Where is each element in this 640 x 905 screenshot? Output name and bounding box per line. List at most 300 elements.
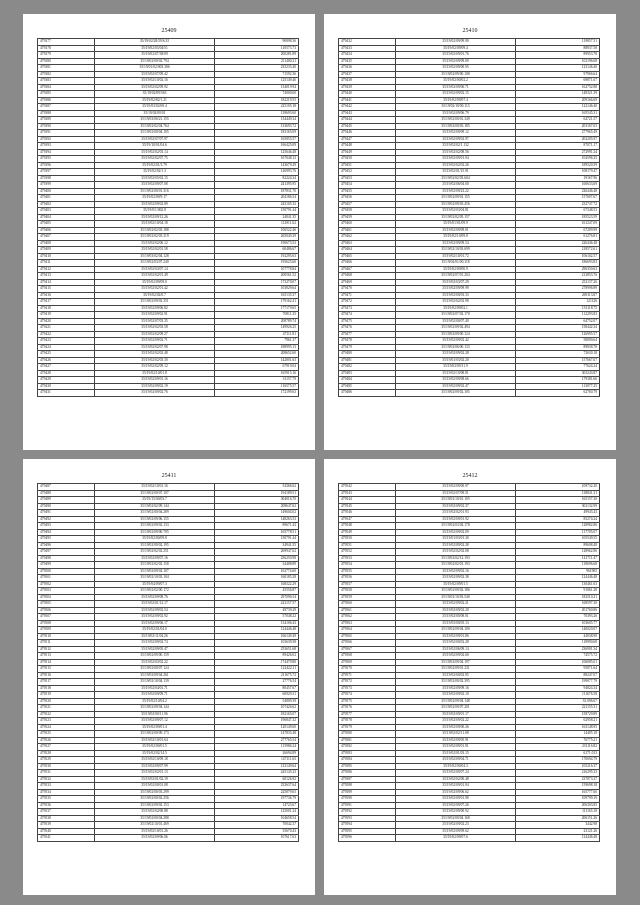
area-value-cell: 69871.67 [516,78,600,85]
parcel-id-cell: 479553 [339,555,396,562]
table-row [339,835,600,842]
parcel-id-cell: 479555 [339,568,396,575]
cadastral-number-cell: 35/19/02/09/06.82 [95,305,215,312]
cadastral-number-cell: 35/19/02/09/01.16 [95,377,215,384]
area-value-cell: 206303.85 [516,802,600,809]
parcel-id-cell: 479593 [339,815,396,822]
cadastral-number-cell: 35/19/02/01/3.79 [95,162,215,169]
cadastral-number-cell: 35/19/02/09/04.144 [95,705,215,712]
parcel-id-cell: 479421 [38,325,95,332]
cadastral-number-cell: 35/19/02/09/04.148 [396,698,516,705]
parcel-id-cell: 479425 [38,351,95,358]
cadastral-number-cell: 35/19/02/00/04.289 [95,510,215,517]
parcel-id-cell: 479429 [38,377,95,384]
cadastral-number-cell: 35/19/02/09/02.1 [396,305,516,312]
area-value-cell: 122422.11 [215,666,299,673]
parcel-id-cell: 479418 [38,305,95,312]
area-value-cell: 201760.86 [516,607,600,614]
area-value-cell: 134449.34 [215,117,299,124]
cadastral-number-cell: 35/19/02/06/00.133 [396,344,516,351]
area-value-cell: 111676.58 [516,692,600,699]
parcel-id-cell: 479463 [339,240,396,247]
area-value-cell: 112293.83 [516,312,600,319]
parcel-id-cell: 479412 [38,266,95,273]
cadastral-number-cell: 35/19/02/03/04.178 [396,523,516,530]
cadastral-number-cell: 35/19/02/07/01.204 [396,273,516,280]
parcel-id-cell: 479506 [38,607,95,614]
parcel-id-cell: 479565 [339,633,396,640]
parcel-id-cell: 479480 [339,351,396,358]
cadastral-number-cell: 35/19/02/09/02.60 [396,653,516,660]
area-value-cell: 278996.89 [516,286,600,293]
parcel-id-cell: 479576 [339,705,396,712]
area-value-cell: 188995.13 [215,344,299,351]
cadastral-number-cell: 35/19/02/09/02.74 [95,640,215,647]
area-value-cell: 130461.63 [516,581,600,588]
cadastral-number-cell: 35/19/02/00/07.40 [396,318,516,325]
area-value-cell: 103829.64 [215,286,299,293]
area-value-cell: 106085.01 [516,659,600,666]
parcel-id-cell: 479402 [38,201,95,208]
parcel-id-cell: 479444 [339,117,396,124]
cadastral-number-cell: 35/19/02/09/07.12 [95,718,215,725]
page-number: 25412 [462,473,478,479]
area-value-cell: 167048.13 [215,156,299,163]
cadastral-number-cell: 35/19/02/02/0.7 [95,292,215,299]
area-value-cell: 226446.48 [516,188,600,195]
area-value-cell: 119857.51 [516,39,600,46]
area-value-cell: 107617.63 [215,835,299,842]
area-value-cell: 33.096.67 [516,698,600,705]
parcel-id-cell: 479568 [339,653,396,660]
ledger-page [324,459,616,895]
parcel-id-cell: 479448 [339,143,396,150]
cadastral-number-cell: 35/19/02/00/01.08 [95,783,215,790]
cadastral-number-cell: 35/19/02/10/01.16 [95,484,215,491]
parcel-id-cell: 479482 [339,364,396,371]
area-value-cell: 277965.49 [516,130,600,137]
area-value-cell: 197736.79 [215,796,299,803]
parcel-id-cell: 479458 [339,208,396,215]
parcel-id-cell: 479591 [339,802,396,809]
cadastral-number-cell: 35/19/02/02/09.12 [95,364,215,371]
cadastral-number-cell: 35/19/02/09/02.15 [396,91,516,98]
area-value-cell: 6171.013 [516,750,600,757]
parcel-id-cell: 479536 [38,802,95,809]
parcel-id-cell: 479454 [339,182,396,189]
area-value-cell: 49943.43 [516,510,600,517]
parcel-id-cell: 479583 [339,750,396,757]
table-row [38,390,299,397]
area-value-cell: 277765.54 [215,737,299,744]
cadastral-number-cell: 35/19/02/07/38/09 [95,52,215,59]
area-value-cell: 269113.87 [516,292,600,299]
parcel-id-cell: 479586 [339,770,396,777]
parcel-id-cell: 479452 [339,169,396,176]
parcel-id-cell: 479510 [38,633,95,640]
area-value-cell: 89953.78 [516,52,600,59]
cadastral-number-cell: 35/19/02/03/04.81 [396,208,516,215]
ledger-page [324,14,616,450]
area-value-cell: 195625.60 [215,260,299,267]
cadastral-number-cell: 35/19/02/02/01.193 [396,562,516,569]
parcel-id-cell: 479524 [38,724,95,731]
area-value-cell: 106102.57 [516,253,600,260]
area-value-cell: 272991.24 [516,149,600,156]
cadastral-number-cell: 35/19/02/09/01.231 [396,666,516,673]
page-number: 25411 [161,473,177,479]
cadastral-number-cell: 35/19/02/10/03.540 [396,594,516,601]
parcel-id-cell: 479596 [339,835,396,842]
area-value-cell: 54366.62 [215,484,299,491]
area-value-cell: 182165.07 [215,711,299,718]
parcel-id-cell: 479435 [339,58,396,65]
area-value-cell: 60929.31 [215,692,299,699]
area-value-cell: 108179.47 [516,169,600,176]
page-number: 25410 [462,28,478,34]
parcel-id-cell: 479414 [38,279,95,286]
cadastral-number-cell: 35/19/02/00/02.794 [95,58,215,65]
area-value-cell: 161247.09 [516,221,600,228]
area-value-cell: 149604.02 [215,510,299,517]
cadastral-number-cell: 35/19/02/09/01.5 [396,581,516,588]
cadastral-number-cell: 35/19/0/1/002.8 [95,208,215,215]
cadastral-number-cell: 35/19/02/00/01.5 [95,744,215,751]
area-value-cell: 153118.75 [516,305,600,312]
parcel-id-cell: 479469 [339,279,396,286]
cadastral-number-cell: 35/19/02/09/00.97 [396,484,516,491]
area-value-cell: 105216.37 [516,763,600,770]
parcel-id-cell: 479403 [38,208,95,215]
area-value-cell: 157697.67 [516,195,600,202]
parcel-id-cell: 479499 [38,562,95,569]
area-value-cell: 233637.64 [215,783,299,790]
cadastral-number-cell: 35/19/02/00/03.299 [95,789,215,796]
parcel-id-cell: 479432 [339,39,396,46]
area-value-cell: 166149.49 [215,633,299,640]
area-value-cell: 200561.52 [215,273,299,280]
cadastral-number-cell: 35/19/02/02/12.193 [396,555,516,562]
area-value-cell: 67348.53 [516,208,600,215]
parcel-id-cell: 479415 [38,286,95,293]
cadastral-number-cell: 35/19/02/09/02.09 [396,529,516,536]
cadastral-number-cell: 35/19/02/09/09.4 [396,45,516,52]
parcel-id-cell: 479535 [38,796,95,803]
parcel-id-cell: 479489 [38,497,95,504]
cadastral-number-cell: 35/19/02/09/9.17 [95,195,215,202]
cadastral-number-cell: 35/19/02/10/03.104 [95,575,215,582]
area-value-cell: 158729.89 [516,711,600,718]
area-value-cell: 204186.54 [215,195,299,202]
parcel-id-cell: 479378 [38,45,95,52]
area-value-cell: 125646.48 [215,149,299,156]
parcel-id-cell: 479590 [339,796,396,803]
parcel-id-cell: 479559 [339,594,396,601]
parcel-id-cell: 479399 [38,182,95,189]
ledger-page [23,459,315,895]
cadastral-number-cell: 35/19/02/05/02.15 [95,175,215,182]
parcel-id-cell: 479519 [38,692,95,699]
cadastral-number-cell: 35/19/02/09/01.92 [396,516,516,523]
parcel-id-cell: 479563 [339,620,396,627]
area-value-cell: 297096.54 [215,594,299,601]
area-value-cell: 208789.74 [215,318,299,325]
parcel-id-cell: 479443 [339,110,396,117]
parcel-id-cell: 479516 [38,672,95,679]
cadastral-number-cell: 35/19/02/09/02.133 [95,523,215,530]
parcel-id-cell: 479550 [339,536,396,543]
cadastral-number-cell: 35/19/02/09/12.26 [95,214,215,221]
area-value-cell: 124446.48 [516,835,600,842]
area-value-cell: 80457.67 [215,685,299,692]
area-value-cell: 211400.21 [215,58,299,65]
cadastral-number-cell: 35/19/02/00/03.185 [396,123,516,130]
area-value-cell: 45556.87 [215,588,299,595]
area-value-cell: 31157.79 [215,377,299,384]
area-value-cell: 163148.95 [516,724,600,731]
cadastral-number-cell: 35/19/02/07/03.35 [95,318,215,325]
cadastral-number-cell: 35/19/02/82/1.21 [95,97,215,104]
parcel-id-cell: 479540 [38,828,95,835]
cadastral-number-cell: 35/19/02/09/06.155 [95,516,215,523]
cadastral-number-cell: 35/19/02/09/01.94 [396,156,516,163]
area-value-cell: 236901.34 [516,646,600,653]
parcel-id-cell: 479377 [38,39,95,46]
parcel-id-cell: 479445 [339,123,396,130]
parcel-id-cell: 479529 [38,757,95,764]
cadastral-number-cell: 35/19/02/09/02.23 [396,822,516,829]
cadastral-number-cell: 35/19/02/00/11.96 [95,711,215,718]
cadastral-number-cell: 35/19/02/09/02.28 [396,542,516,549]
area-value-cell: 141711.47 [516,555,600,562]
cadastral-number-cell: 35/19/02/00/03.33 [396,292,516,299]
parcel-id-cell: 479567 [339,646,396,653]
parcel-id-cell: 479543 [339,490,396,497]
area-value-cell: 104658.54 [215,815,299,822]
parcel-id-cell: 479581 [339,737,396,744]
parcel-id-cell: 479461 [339,227,396,234]
parcel-id-cell: 479587 [339,776,396,783]
cadastral-number-cell: 35/19/02/04/01.71 [95,685,215,692]
cadastral-number-cell: 35/19/02/00/01.349 [396,117,516,124]
parcel-id-cell: 479413 [38,273,95,280]
cadastral-number-cell: 35/19/02/09/02.186 [396,588,516,595]
cadastral-number-cell: 35/19/03/02/04.128 [95,253,215,260]
area-value-cell: 190673.53 [215,240,299,247]
area-value-cell: 179381.66 [516,377,600,384]
cadastral-number-cell: 35/19/02/09/02.92 [95,614,215,621]
cadastral-number-cell: 35/19/02/02/03.30 [95,357,215,364]
cadastral-number-cell: 35/19/02/09/05.47 [95,646,215,653]
parcel-id-cell: 479582 [339,744,396,751]
area-value-cell: 216295.33 [516,770,600,777]
cadastral-number-cell: 35/19/02/09/01.76 [396,52,516,59]
parcel-id-cell: 479562 [339,614,396,621]
cadastral-number-cell: 35/19/03/02/69.4 [95,104,215,111]
cadastral-number-cell: 35/19/02/02/02.26 [396,162,516,169]
parcel-id-cell: 479447 [339,136,396,143]
parcel-id-cell: 479549 [339,529,396,536]
parcel-id-cell: 479505 [38,601,95,608]
area-value-cell: 70393.26 [516,614,600,621]
area-value-cell: 47111.81 [215,331,299,338]
cadastral-number-cell: 35/19/02/00/04.168 [396,815,516,822]
cadastral-number-cell: 35/19/02/09/02.47 [396,383,516,390]
area-value-cell: 235235.40 [215,65,299,72]
cadastral-number-cell: 35/19/02/09/02.54 [95,607,215,614]
cadastral-number-cell: 35/19/15/00/03.7 [95,497,215,504]
area-value-cell: 206151.26 [516,815,600,822]
parcel-id-cell: 479584 [339,757,396,764]
parcel-id-cell: 479474 [339,312,396,319]
cadastral-number-cell: 35/19/02/02/01.58 [95,247,215,254]
area-value-cell: 109799.19 [516,796,600,803]
area-value-cell: 49739.29 [215,607,299,614]
area-value-cell: 194189.51 [215,490,299,497]
parcel-id-cell: 479449 [339,149,396,156]
cadastral-number-cell: 35/19/02/09/07.24 [396,770,516,777]
area-value-cell: 138841.31 [516,490,600,497]
area-value-cell: 200281.89 [215,52,299,59]
cadastral-number-cell: 35/19/02/02/03.188 [95,227,215,234]
cadastral-number-cell: 35/19/02/00/07.107 [95,490,215,497]
area-value-cell: 225105.18 [215,104,299,111]
parcel-id-cell: 479485 [339,383,396,390]
area-value-cell: 124446.48 [516,575,600,582]
ledger-page [23,14,315,450]
cadastral-number-cell: 35/19/02/09/06.71 [396,84,516,91]
area-value-cell: 134106.43 [215,620,299,627]
parcel-id-cell: 479405 [38,221,95,228]
area-value-cell: 122146.40 [516,104,600,111]
cadastral-number-cell: 35/19/02/02/09.27 [95,331,215,338]
cadastral-number-cell: 35/19/02/02/01.93 [396,510,516,517]
area-value-cell: 165545.31 [516,110,600,117]
area-value-cell: 302132.99 [516,503,600,510]
area-value-cell: 77624.24 [516,364,600,371]
parcel-id-cell: 479528 [38,750,95,757]
area-value-cell: 961905 [516,568,600,575]
area-value-cell: 107778.84 [215,266,299,273]
parcel-id-cell: 479551 [339,542,396,549]
parcel-id-cell: 479427 [38,364,95,371]
parcel-id-cell: 479488 [38,490,95,497]
cadastral-number-cell: 35/19/02/07/02.170 [396,312,516,319]
cadastral-number-cell: 35/19/02/10/01.72 [396,253,516,260]
parcel-id-cell: 479520 [38,698,95,705]
cadastral-number-cell: 35/19/02/00/02.95 [396,672,516,679]
parcel-id-cell: 479394 [38,149,95,156]
area-value-cell: 102196.68 [516,58,600,65]
ledger-table [338,483,600,842]
parcel-id-cell: 479575 [339,698,396,705]
parcel-id-cell: 479501 [38,575,95,582]
cadastral-number-cell: 35/19/02/06/04.00 [396,182,516,189]
area-value-cell: 70811.25 [215,312,299,319]
cadastral-number-cell: 35/19/02/09/01.86 [396,633,516,640]
cadastral-number-cell: 35/19/02/02/01.49 [95,273,215,280]
area-value-cell: 140020.07 [516,627,600,634]
area-value-cell: 118990.68 [516,640,600,647]
cadastral-number-cell: 35/19/02/09/06.06 [95,835,215,842]
parcel-id-cell: 479426 [38,357,95,364]
parcel-id-cell: 479554 [339,562,396,569]
area-value-cell: 150791.44 [215,208,299,215]
cadastral-number-cell: 35/19/02/10/01.105 [396,497,516,504]
area-value-cell: 115986.24 [215,744,299,751]
area-value-cell: 106522.46 [215,227,299,234]
parcel-id-cell: 479450 [339,156,396,163]
cadastral-number-cell: 35/19/02/02/09.92 [95,84,215,91]
area-value-cell: 203167.03 [516,123,600,130]
area-value-cell: 148321.39 [516,91,600,98]
cadastral-number-cell: 35/19/02/02/03.58 [95,325,215,332]
cadastral-number-cell: 35/19/02/09/02.494 [396,325,516,332]
parcel-id-cell: 479416 [38,292,95,299]
parcel-id-cell: 479542 [339,484,396,491]
parcel-id-cell: 479406 [38,227,95,234]
cadastral-number-cell: 35/19/02/10/01.8 [95,370,215,377]
parcel-id-cell: 479484 [339,377,396,384]
parcel-id-cell: 479504 [38,594,95,601]
area-value-cell: 88837.58 [516,45,600,52]
area-value-cell: 225879.65 [215,789,299,796]
area-value-cell: 134019.94 [215,84,299,91]
area-value-cell: 87071.17 [516,143,600,150]
area-value-cell: 89671.43 [215,523,299,530]
cadastral-number-cell: 35/19/10/01/04.6 [95,143,215,150]
cadastral-number-cell: 35/19/02/02/06.12 [95,240,215,247]
parcel-id-cell: 479407 [38,234,95,241]
cadastral-number-cell: 35/19/02/02/1.3 [95,169,215,176]
parcel-id-cell: 479580 [339,731,396,738]
cadastral-number-cell: 35/19/02/09/00.26 [396,724,516,731]
parcel-id-cell: 479389 [38,117,95,124]
cadastral-number-cell: 35/19/02/07/07.97 [95,136,215,143]
parcel-id-cell: 479498 [38,555,95,562]
area-value-cell: 304016.70 [215,497,299,504]
area-value-cell: 71592.36 [215,71,299,78]
cadastral-number-cell: 35/19/02/02/03.319 [95,234,215,241]
cadastral-number-cell: 35/19/02/09/02.153 [95,802,215,809]
cadastral-number-cell: 35/19/02/09/02.195 [95,542,215,549]
cadastral-number-cell: 35/19/01/03/01.30 [396,536,516,543]
area-value-cell: 177179.65 [215,305,299,312]
cadastral-number-cell: 35/19/02/09/07.99 [95,763,215,770]
area-value-cell: 143679.29 [215,162,299,169]
area-value-cell: 27776.54 [215,679,299,686]
cadastral-number-cell: 35/19/02/09/01.91 [396,744,516,751]
area-value-cell: 253651.68 [215,646,299,653]
parcel-id-cell: 479472 [339,299,396,306]
parcel-id-cell: 479556 [339,575,396,582]
parcel-id-cell: 479588 [339,783,396,790]
cadastral-number-cell: 35/19/02/09/02.37 [396,503,516,510]
parcel-id-cell: 479434 [339,52,396,59]
area-value-cell: 126993.76 [215,169,299,176]
cadastral-number-cell: 35/19/02/09/09.0 [95,279,215,286]
area-value-cell: 64721.57 [516,117,600,124]
cadastral-number-cell: 35/19/02/00/01 [95,110,215,117]
cadastral-number-cell: 35/19/02/01/03.15 [396,750,516,757]
parcel-id-cell: 479527 [38,744,95,751]
cadastral-number-cell: 35/19/02/06/09.14 [396,646,516,653]
cadastral-number-cell: 35/19/02/02/02.08 [396,549,516,556]
area-value-cell: 165855.57 [215,136,299,143]
cadastral-number-cell: 35/19/02/00/07.124 [95,666,215,673]
cadastral-number-cell: 35/19/02/09/04.71 [396,757,516,764]
cadastral-number-cell: 35/19/02/10/01.469 [95,822,215,829]
